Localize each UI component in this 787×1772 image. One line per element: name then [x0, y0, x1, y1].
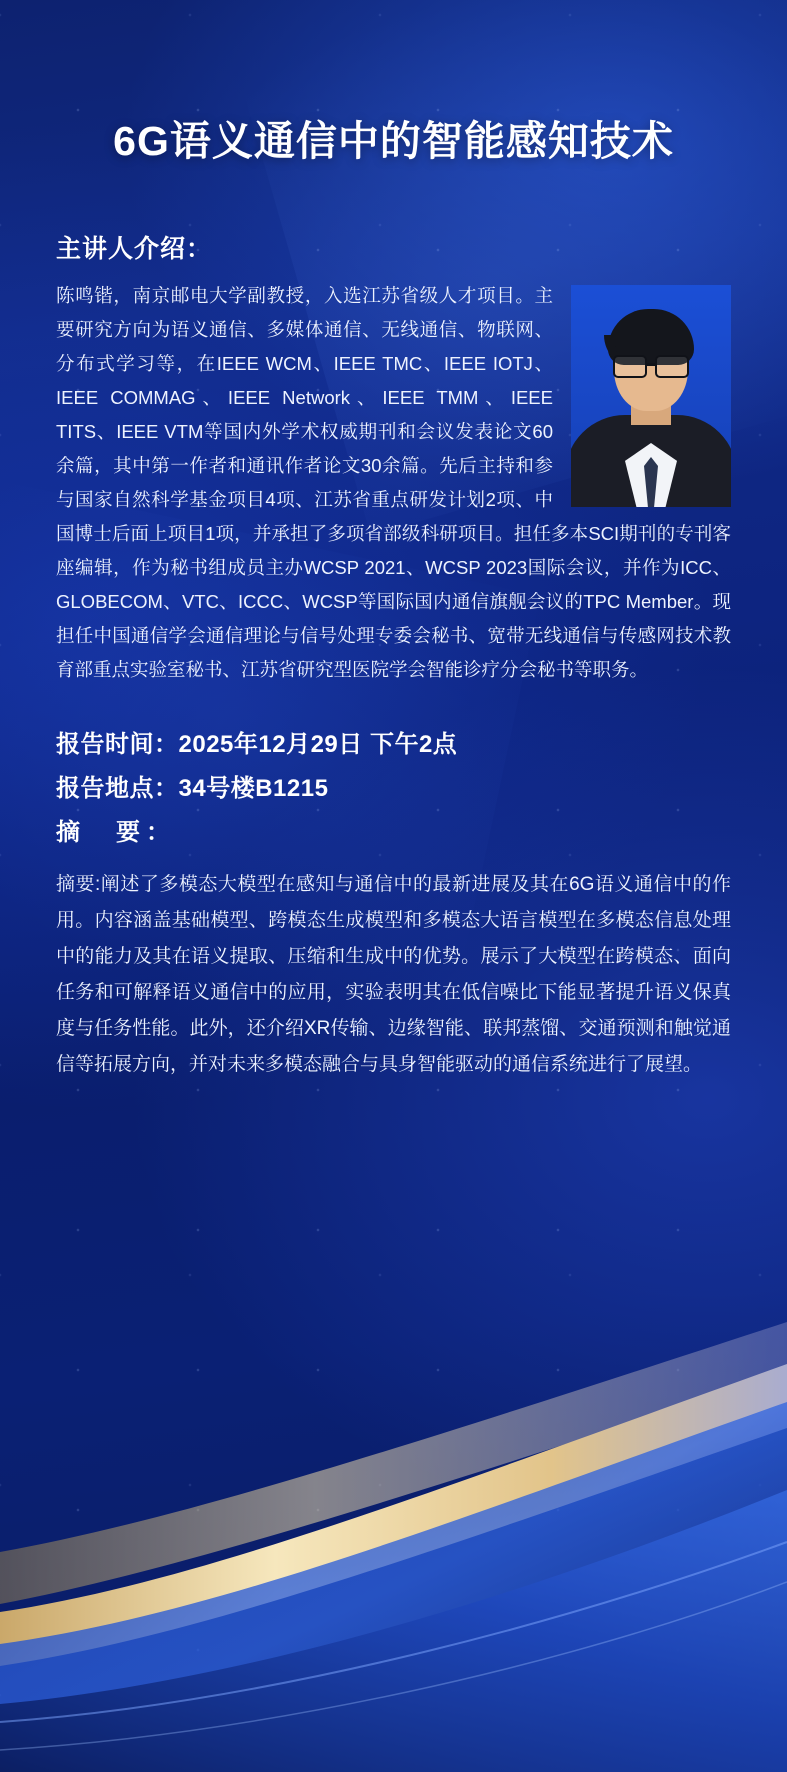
ribbon-gold-main	[0, 1364, 787, 1666]
ribbon-highlight-line-2	[0, 1582, 787, 1750]
abstract-label: 摘 要：	[56, 819, 176, 846]
event-place-line: 报告地点：34号楼B1215	[56, 775, 329, 802]
event-time-line: 报告时间：2025年12月29日 下午2点	[56, 731, 458, 758]
glasses-right-lens	[655, 355, 689, 378]
abstract-text: 摘要:阐述了多模态大模型在感知与通信中的最新进展及其在6G语义通信中的作用。内容涵盖基础模型、跨模态生成模型和多模态大语言模型在多模态信息处理中的能力及其在语义提取、压缩和生成中的优势。展示了大模型在跨模态、面向任务和可解释语义通信中的应用，实验表明其在低信噪比下能显著提升语义保真度与任务性能。此外，还介绍XR传输、边缘智能、联邦蒸馏、交通预测和触觉通信等拓展方向，并对未来多模态融合与具身智能驱动的通信系统进行了展望。	[56, 874, 731, 1075]
ribbon-gold-thin	[0, 1322, 787, 1604]
glasses-bridge	[645, 363, 657, 366]
ribbon-svg	[0, 1252, 787, 1772]
glasses-left-lens	[613, 355, 647, 378]
speaker-portrait-image	[571, 285, 731, 507]
bottom-ribbon-decoration	[0, 1252, 787, 1772]
page-title: 6G语义通信中的智能感知技术	[113, 118, 674, 164]
speaker-section-label: 主讲人介绍：	[56, 235, 213, 263]
ribbon-highlight-line-1	[0, 1542, 787, 1722]
event-meta-block	[56, 723, 731, 855]
ribbon-blue-wave-1	[0, 1402, 787, 1772]
speaker-bio-text: 陈鸣锴，南京邮电大学副教授，入选江苏省级人才项目。主要研究方向为语义通信、多媒体通信、无线通信、物联网、分布式学习等，在IEEE WCM、IEEE TMC、IEEE IOTJ、IEEE COMMAG、IEEE Network、IEEE TMM、IEEE TITS、IEEE VTM等国内外学术权威期刊和会议发表论文60余篇，其中第一作者和通讯作者论文30余篇。先后主持和参与国家自然科学基金项目4项、江苏省重点研发计划2项、中国博士后面上项目1项，并承担了多项省部级科研项目。担任多本SCI期刊的专刊客座编辑，作为秘书组成员主办WCSP 2021、WCSP 2023国际会议，并作为ICC、GLOBECOM、VTC、ICCC、WCSP等国际国内通信旗舰会议的TPC Member。现担任中国通信学会通信理论与信号处理专委会秘书、宽带无线通信与传感网技术教育部重点实验室秘书、江苏省研究型医院学会智能诊疗分会秘书等职务。	[56, 285, 731, 680]
portrait-glasses	[613, 355, 689, 375]
speaker-bio-block	[56, 279, 731, 687]
ribbon-blue-wave-2	[0, 1490, 787, 1772]
